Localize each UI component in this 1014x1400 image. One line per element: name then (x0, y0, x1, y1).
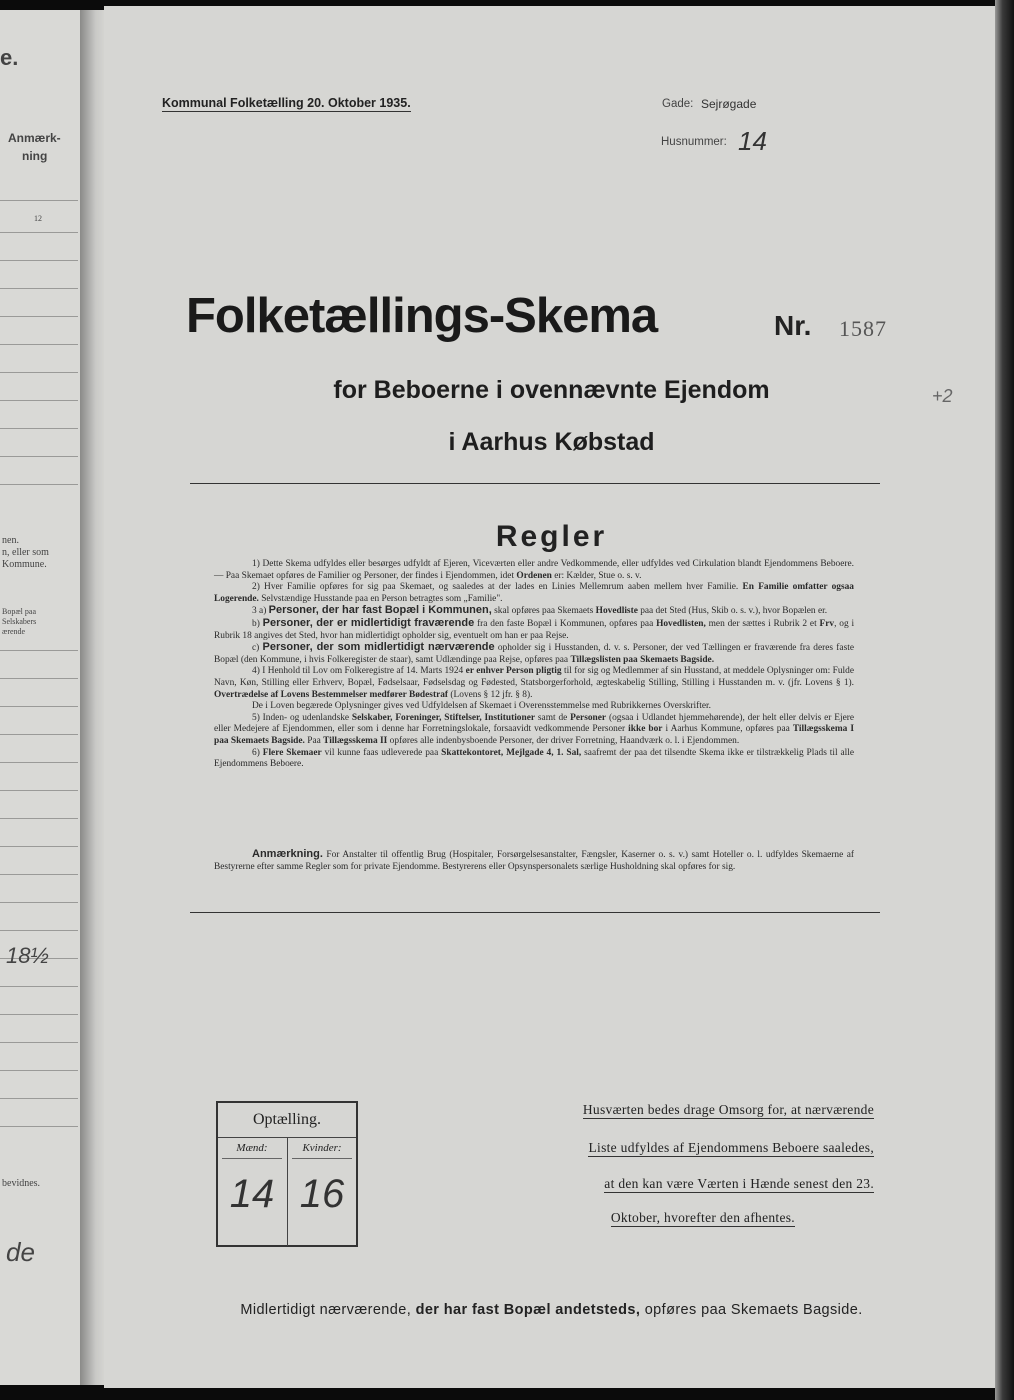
column-divider (292, 1158, 352, 1159)
margin-mark: +2 (932, 386, 953, 406)
left-handwriting: 18½ (6, 943, 49, 968)
book-gutter (80, 10, 106, 1385)
left-rule (0, 706, 78, 707)
rule-3a: 3 a) Personer, der har fast Bopæl i Kommunen, skal opføres paa Skemaets Hovedliste paa det Sted (Hus, Skib o. s. v.), hvor Bopælen er. (252, 604, 828, 617)
left-rule (0, 484, 78, 485)
rule-3b: b) Personer, der er midlertidigt fraværende fra den faste Bopæl i Kommunen, opføres paa Hovedlisten, men der sættes i Rubrik 2 et Frv, og i Rubrik 18 angives det Sted, hvor han midlertidigt opholder sig, eventuelt om han er paa Rejse. (214, 616, 855, 641)
landlord-notice-line: Husværten bedes drage Omsorg for, at nærværende (582, 1102, 874, 1117)
left-rule (0, 400, 78, 401)
form-subtitle-city: i Aarhus Købstad (448, 428, 655, 456)
left-rule (0, 986, 78, 987)
left-rule (0, 260, 78, 261)
rule-2: 2) Hver Familie opføres for sig paa Skemaet, og saaledes at der lades en Linies Mellemrum aaben mellem hver Familie. En Familie omfatter ogsaa Logerende. Selvstændige Husstande paa en Person betragtes som „Familie". (214, 582, 854, 604)
left-rule (0, 288, 78, 289)
rules-body (214, 559, 854, 771)
left-stub: Selskabers (2, 617, 37, 626)
women-label: Kvinder: (302, 1142, 342, 1154)
census-form-page (104, 6, 999, 1388)
left-rule (0, 200, 78, 201)
women-count: 16 (299, 1172, 345, 1216)
women-column (287, 1138, 356, 1246)
rule-5: 5) Inden- og udenlandske Selskaber, Foreninger, Stiftelser, Institutioner samt de Personer (ogsaa i Udlandet hjemmehørende), der helt eller delvis er Ejere eller Medejere af Ejendommen, eller som i denne har Forretningslokale, forsaavidt vedkommende Personer ikke bor i Aarhus Kommune, opføres paa Tillægsskema I paa Skemaets Bagside. Paa Tillægsskema II opføres alle indenbysboende Personer, der driver Forretning, Haandværk o. l. i Ejendommen. (214, 712, 855, 746)
left-rule (0, 678, 78, 679)
men-count: 14 (229, 1172, 275, 1216)
rule-4: 4) I Henhold til Lov om Folkeregistre af 14. Marts 1924 er enhver Person pligtig til for sig og Medlemmer af sin Husstand, at meddele Oplysninger om: Fulde Navn, Køn, Stilling eller Erhverv, Bopæl, Fødselsaar, Fødselsdag og Fødested, Statsborgerforhold, ægteskabelig Stilling, Stilling i Husstanden m. v. (jfr. Lovens § 1). Overtrædelse af Lovens Bestemmelser medfører Bødestraf (Lovens § 12 jfr. § 8). (214, 666, 854, 700)
divider (190, 912, 880, 913)
left-rule (0, 734, 78, 735)
left-handwriting: de (6, 1237, 35, 1267)
left-stub: Bopæl paa (2, 607, 36, 616)
left-rule (0, 1014, 78, 1015)
left-rule (0, 372, 78, 373)
left-rule (0, 1042, 78, 1043)
count-row (218, 1137, 356, 1246)
rule-3c: c) Personer, der som midlertidigt nærværende opholder sig i Husstanden, d. v. s. Personer, der ved Tællingen er fraværende fra deres faste Bopæl (den Kommune, i hvis Folkeregister de staar), samt Udlændinge paa Rejse, opføres paa Tillægslisten paa Skemaets Bagside. (214, 641, 854, 665)
left-rule (0, 1098, 78, 1099)
left-rule (0, 650, 78, 651)
left-page-edge (0, 10, 82, 1385)
left-rule (0, 1070, 78, 1071)
men-column (218, 1138, 286, 1246)
left-stub: bevidnes. (2, 1178, 41, 1189)
rule-6: 6) Flere Skemaer vil kunne faas udleverede paa Skattekontoret, Mejlgade 4, 1. Sal, saafremt der paa det tilsendte Skema ikke er tilstrækkelig Plads til alle Ejendommens Beboere. (214, 747, 855, 770)
footer-note: Midlertidigt nærværende, der har fast Bopæl andetsteds, opføres paa Skemaets Bagside. (240, 1302, 863, 1318)
left-rule (0, 790, 78, 791)
left-rule (0, 874, 78, 875)
landlord-notice-line: at den kan være Værten i Hænde senest den 23. (604, 1176, 874, 1191)
count-box (216, 1101, 358, 1247)
left-rule (0, 344, 78, 345)
census-header: Kommunal Folketælling 20. Oktober 1935. (162, 96, 411, 110)
form-number-value: 1587 (839, 316, 887, 341)
left-stub: Kommune. (2, 559, 47, 570)
page-edge-shadow (995, 0, 1014, 1400)
left-rule (0, 1126, 78, 1127)
left-rule (0, 232, 78, 233)
rules-heading: Regler (495, 520, 608, 553)
column-divider (222, 1158, 282, 1159)
left-rule (0, 930, 78, 931)
street-value: Sejrøgade (701, 97, 757, 111)
left-col-label-1: Anmærk- (8, 131, 61, 145)
left-rule (0, 316, 78, 317)
left-rule (0, 846, 78, 847)
house-number-label: Husnummer: (661, 136, 727, 148)
rule-1: 1) Dette Skema udfyldes eller besørges udfyldt af Ejeren, Viceværten eller andre Vedkommende, eller udfyldes ved Cirkulation blandt Ejendommens Beboere. — Paa Skemaet opføres de Familier og Personer, der findes i Ejendommen, idet Ordenen er: Kælder, Stue o. s. v. (214, 559, 854, 581)
rule-4b: De i Loven begærede Oplysninger gives ved Udfyldelsen af Skemaet i Overensstemmelse med Rubrikkernes Overskrifter. (252, 701, 711, 712)
left-rule (0, 818, 78, 819)
count-title: Optælling. (252, 1111, 321, 1128)
left-stub: n, eller som (2, 547, 49, 558)
left-stub: ærende (2, 627, 26, 636)
landlord-notice-line: Liste udfyldes af Ejendommens Beboere saaledes, (588, 1140, 874, 1155)
divider (190, 483, 880, 484)
left-page-heading: e. (0, 45, 19, 70)
left-col-number: 12 (34, 214, 42, 223)
left-col-label-2: ning (22, 149, 48, 163)
form-title: Folketællings-Skema (186, 289, 658, 343)
left-rule (0, 762, 78, 763)
form-number-label: Nr. (774, 310, 812, 341)
form-subtitle: for Beboerne i ovennævnte Ejendom (333, 376, 770, 404)
left-rule (0, 902, 78, 903)
street-label: Gade: (662, 98, 694, 110)
landlord-notice-line: Oktober, hvorefter den afhentes. (610, 1210, 795, 1225)
house-number-value: 14 (738, 126, 767, 156)
left-stub: nen. (2, 535, 19, 546)
remark (214, 849, 854, 873)
men-label: Mænd: (236, 1142, 268, 1154)
remark-label: Anmærkning. (252, 848, 323, 860)
left-rule (0, 456, 78, 457)
remark-text: For Anstalter til offentlig Brug (Hospitaler, Forsørgelsesanstalter, Fængsler, Kaserner o. s. v.) samt Hoteller o. l. udfyldes Skemaerne af Bestyrerne efter samme Regler som for private Ejendomme. Bestyrerens eller Opsynspersonalets særlige Husholdning skal opføres for sig. (214, 850, 855, 872)
left-rule (0, 428, 78, 429)
